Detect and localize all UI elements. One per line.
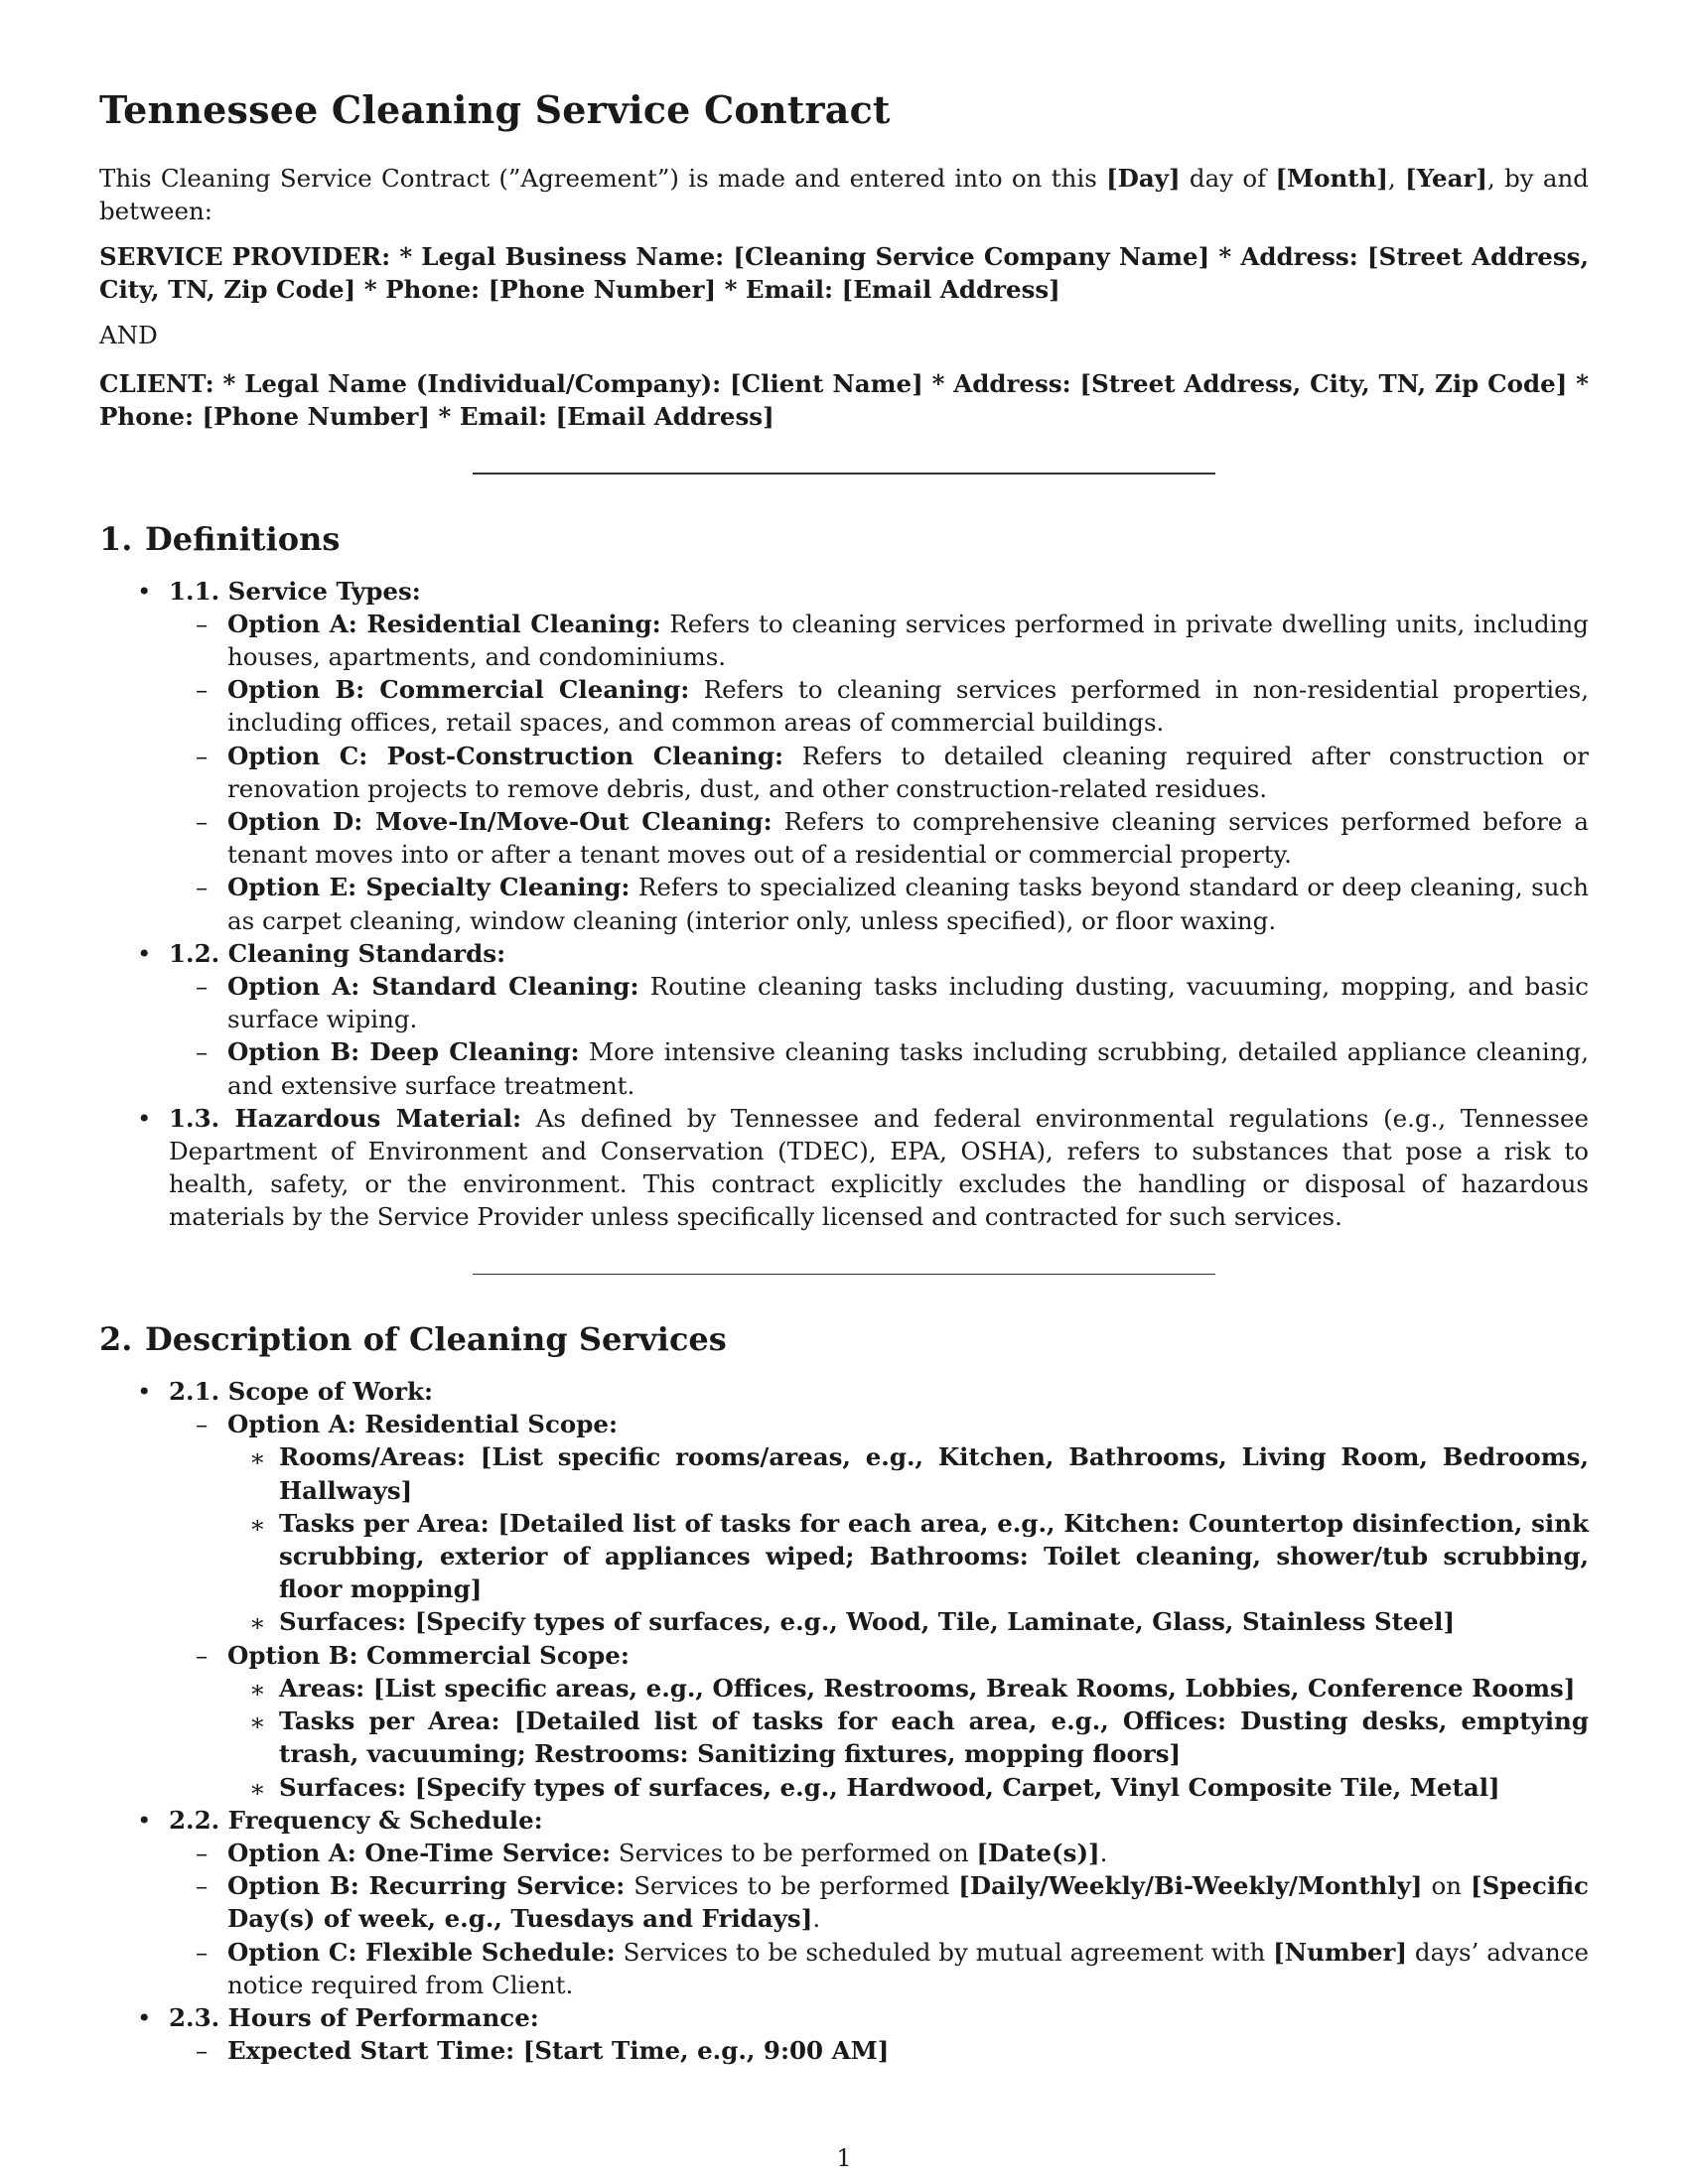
list-item (169, 1869, 1589, 1935)
detail-text: Tasks per Area: [Detailed list of tasks for each area, e.g., Kitchen: Countertop disinfection, sink scrubbing, exterior of appliances wiped; Bathrooms: Toilet cleaning, shower/tub scrubbing, floor mopping] (279, 1508, 1589, 1604)
item-text: As defined by Tennessee and federal environmental regulations (e.g., Tennessee Department of Environment and Conservation (TDEC), EPA, OSHA), refers to substances that pose a risk to health, safety, or the environment. This contract explicitly excludes the handling or disposal of hazardous materials by the Service Provider unless specifically licensed and contracted for such services. (169, 1103, 1589, 1232)
list-item (99, 1804, 1589, 2001)
item-label: 2.2. Frequency & Schedule: (169, 1805, 543, 1835)
client-block (99, 367, 1589, 433)
option-text: Refers to cleaning services performed in non-residential properties, including offices, retail spaces, and common areas of commercial buildings. (227, 675, 1589, 738)
list-item (169, 740, 1589, 805)
list-item (169, 1639, 1589, 1804)
option-text: on (1422, 1871, 1472, 1901)
option-label: Option A: Standard Cleaning: (227, 971, 639, 1001)
option-label: Expected Start Time: [Start Time, e.g., 9:00 AM] (227, 2036, 890, 2066)
placeholder: [Date(s)] (976, 1838, 1100, 1867)
intro-text: This Cleaning Service Contract (”Agreement”) is made and entered into on this (99, 164, 1107, 193)
item-label: 1.2. Cleaning Standards: (169, 938, 506, 968)
list-item (169, 1837, 1589, 1869)
detail-text: Surfaces: [Specify types of surfaces, e.g., Wood, Tile, Laminate, Glass, Stainless Steel] (279, 1607, 1456, 1637)
page-number: 1 (836, 2144, 852, 2172)
option-text: Refers to cleaning services performed in private dwelling units, including houses, apartments, and condominiums. (227, 609, 1589, 671)
item-label: 1.1. Service Types: (169, 576, 421, 606)
intro-text: , by and between: (99, 164, 1589, 225)
list-item (227, 1440, 1589, 1506)
definitions-list (99, 575, 1589, 1234)
section-number: 2. (99, 1320, 133, 1359)
sub-list (169, 1408, 1589, 1803)
option-label: Option B: Commercial Cleaning: (227, 675, 690, 705)
detail-text: Rooms/Areas: [List specific rooms/areas, e.g., Kitchen, Bathrooms, Living Room, Bedrooms, Hallways] (279, 1442, 1589, 1505)
detail-text: Areas: [List specific areas, e.g., Offices, Restrooms, Break Rooms, Lobbies, Conference Rooms] (279, 1673, 1576, 1703)
list-item (99, 937, 1589, 1102)
placeholder: [Daily/Weekly/Bi-Weekly/Monthly] (958, 1871, 1423, 1901)
section-number: 1. (99, 519, 133, 558)
option-label: Option D: Move-In/Move-Out Cleaning: (227, 806, 773, 836)
option-text: Services to be scheduled by mutual agreement with (615, 1937, 1274, 1967)
list-item (227, 1771, 1589, 1804)
section-heading-definitions (99, 520, 1589, 558)
intro-paragraph (99, 162, 1589, 227)
list-item (99, 575, 1589, 937)
section-heading-description (99, 1320, 1589, 1358)
option-text: Refers to specialized cleaning tasks beyond standard or deep cleaning, such as carpet cleaning, window cleaning (interior only, unless specified), or floor waxing. (227, 873, 1590, 935)
list-item (169, 871, 1589, 936)
detail-text: Tasks per Area: [Detailed list of tasks for each area, e.g., Offices: Dusting desks, emptying trash, vacuuming; Restrooms: Sanitizing fixtures, mopping floors] (279, 1706, 1589, 1769)
list-item (169, 805, 1589, 871)
list-item (227, 1605, 1589, 1638)
option-label: Option C: Post-Construction Cleaning: (227, 741, 784, 770)
day-placeholder: [Day] (1106, 164, 1181, 193)
sub-list (169, 608, 1589, 937)
intro-text: , (1388, 164, 1406, 193)
list-item (99, 2001, 1589, 2067)
option-text: More intensive cleaning tasks including scrubbing, detailed appliance cleaning, and extensive surface treatment. (227, 1037, 1589, 1100)
option-text: Refers to comprehensive cleaning services performed before a tenant moves into or after a tenant moves out of a residential or commercial property. (227, 806, 1590, 870)
sub-list (169, 970, 1589, 1102)
detail-list (227, 1440, 1589, 1638)
item-label: 1.3. Hazardous Material: (169, 1103, 522, 1133)
service-provider-text: SERVICE PROVIDER: * Legal Business Name: [Cleaning Service Company Name] * Address: [Street Address, City, TN, Zip Code] * Phone: [Phone Number] * Email: [Email Address] (99, 242, 1589, 304)
option-text: . (1099, 1838, 1108, 1867)
list-item (169, 1936, 1589, 2001)
list-item (169, 2034, 1589, 2067)
document-title: Tennessee Cleaning Service Contract (99, 87, 891, 132)
detail-list (227, 1672, 1589, 1804)
section-divider (473, 473, 1215, 475)
and-separator: AND (99, 321, 158, 349)
section-title: Description of Cleaning Services (145, 1320, 727, 1359)
option-label: Option B: Deep Cleaning: (227, 1037, 580, 1067)
option-label: Option E: Specialty Cleaning: (227, 873, 631, 902)
placeholder: [Specific Day(s) of week, e.g., Tuesdays and Fridays] (227, 1871, 1589, 1934)
month-placeholder: [Month] (1275, 164, 1389, 193)
list-item (169, 970, 1589, 1035)
list-item (169, 608, 1589, 673)
option-label: Option A: One-Time Service: (227, 1838, 612, 1867)
services-list (99, 1375, 1589, 2067)
list-item (99, 1102, 1589, 1234)
option-text: days’ advance notice required from Client. (227, 1937, 1590, 1999)
option-text: Routine cleaning tasks including dusting, vacuuming, mopping, and basic surface wiping. (227, 971, 1589, 1034)
detail-text: Surfaces: [Specify types of surfaces, e.g., Hardwood, Carpet, Vinyl Composite Tile, Metal] (279, 1772, 1500, 1802)
placeholder: [Number] (1273, 1937, 1408, 1967)
intro-text: day of (1180, 164, 1276, 193)
item-label: 2.3. Hours of Performance: (169, 2002, 539, 2032)
sub-list (169, 1837, 1589, 2001)
option-text: . (812, 1904, 821, 1934)
list-item (227, 1705, 1589, 1770)
option-label: Option B: Commercial Scope: (227, 1640, 630, 1670)
section-title: Definitions (145, 519, 341, 558)
list-item (99, 1375, 1589, 1804)
option-text: Services to be performed (625, 1871, 959, 1901)
item-label: 2.1. Scope of Work: (169, 1377, 434, 1407)
option-text: Refers to detailed cleaning required after construction or renovation projects to remove debris, dust, and other construction-related residues. (227, 741, 1589, 803)
list-item (227, 1507, 1589, 1606)
document-page (99, 87, 1589, 2067)
service-provider-block (99, 240, 1589, 306)
section-divider (473, 1274, 1215, 1276)
option-label: Option A: Residential Scope: (227, 1410, 618, 1439)
list-item (169, 1035, 1589, 1101)
list-item (227, 1672, 1589, 1705)
year-placeholder: [Year] (1405, 164, 1488, 193)
sub-list (169, 2034, 1589, 2067)
option-text: Services to be performed on (611, 1838, 977, 1867)
list-item (169, 673, 1589, 739)
client-text: CLIENT: * Legal Name (Individual/Company): [Client Name] * Address: [Street Address, City, TN, Zip Code] * Phone: [Phone Number] * Email: [Email Address] (99, 369, 1589, 431)
option-label: Option B: Recurring Service: (227, 1871, 626, 1901)
option-label: Option C: Flexible Schedule: (227, 1937, 616, 1967)
option-label: Option A: Residential Cleaning: (227, 609, 661, 638)
list-item (169, 1408, 1589, 1638)
